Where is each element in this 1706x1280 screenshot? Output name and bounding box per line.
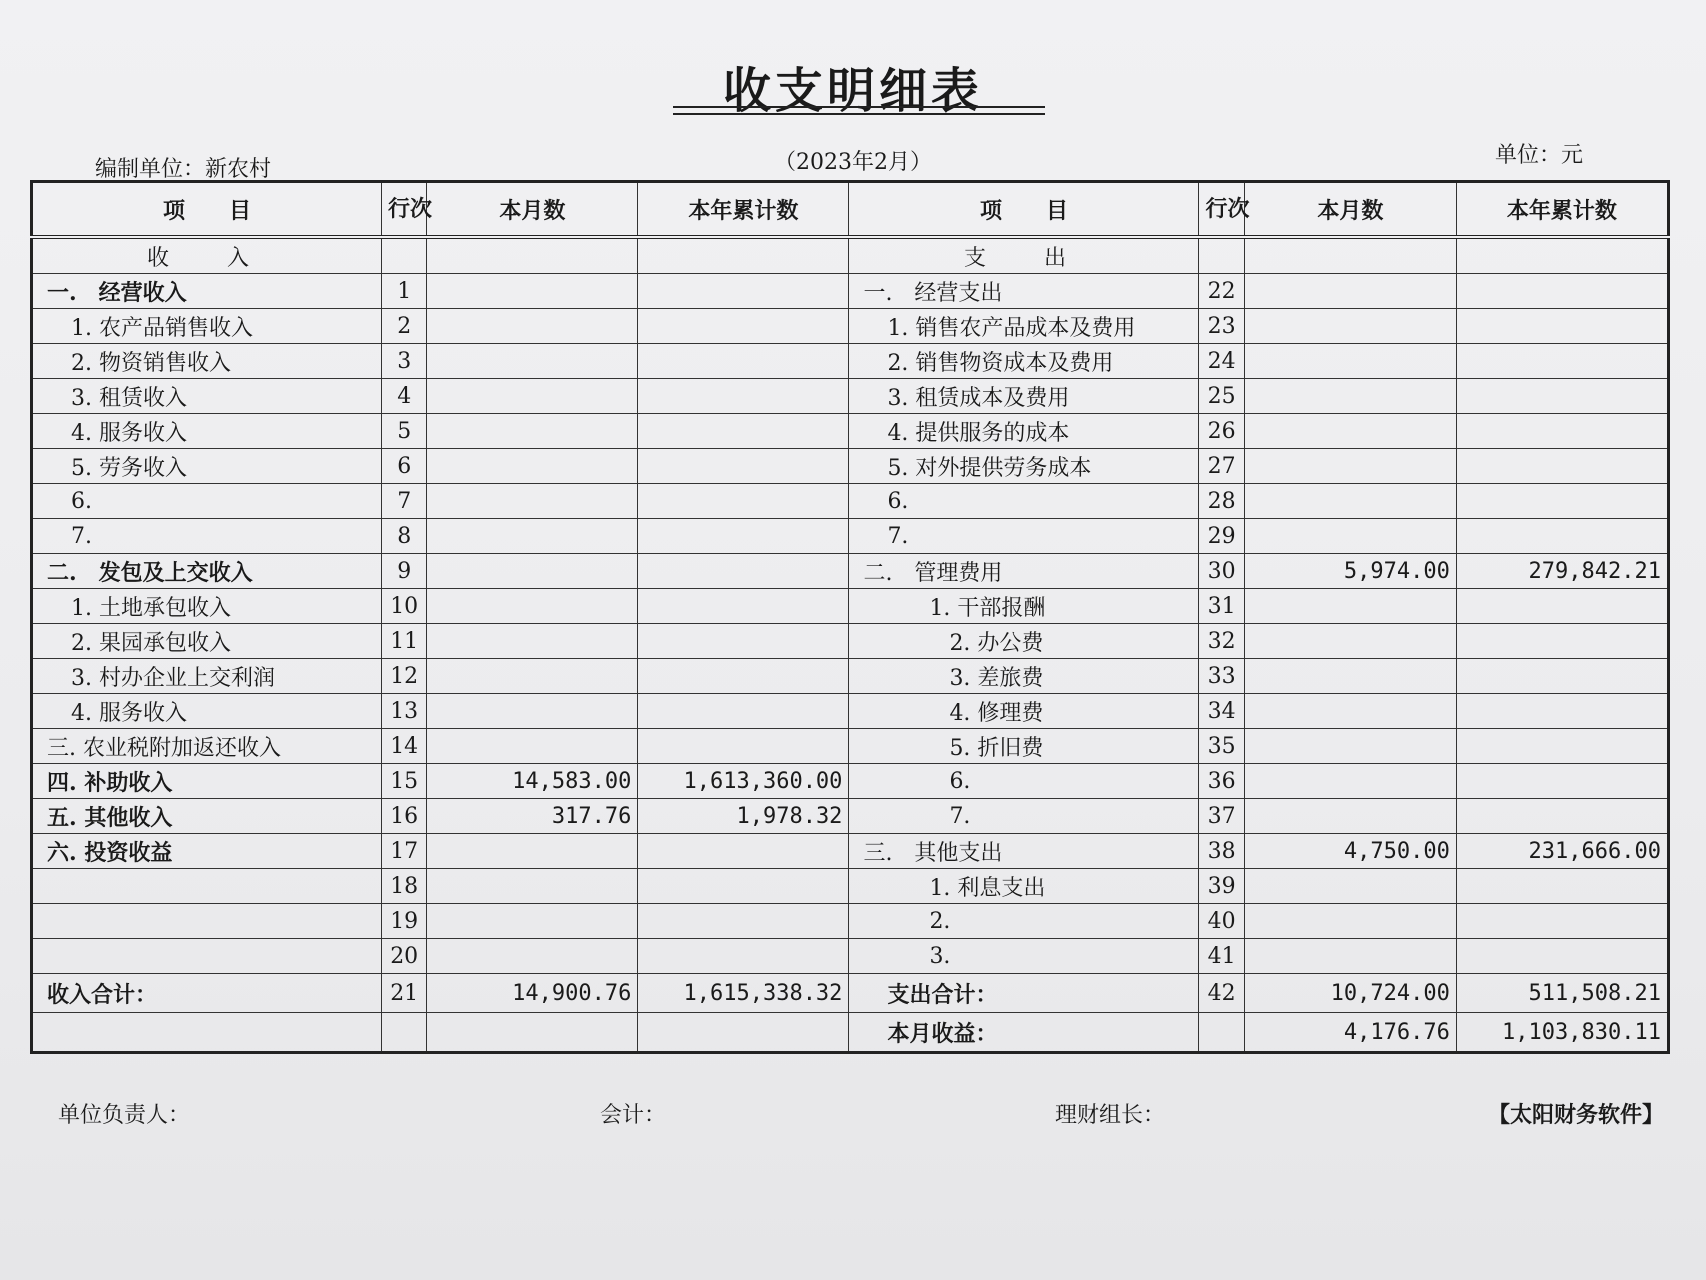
income-rowno: 5 xyxy=(382,414,427,449)
income-rowno: 4 xyxy=(382,379,427,414)
table-row xyxy=(32,939,1669,974)
expense-rowno: 25 xyxy=(1199,379,1244,414)
expense-ytd-value xyxy=(1456,904,1668,939)
expense-ytd-value xyxy=(1456,799,1668,834)
income-month-value xyxy=(427,449,638,484)
income-month-value xyxy=(427,379,638,414)
profit-ytd: 1,103,830.11 xyxy=(1456,1013,1668,1053)
income-ytd-value xyxy=(638,274,849,309)
income-total-rowno: 21 xyxy=(382,974,427,1013)
period-label: （2023年2月） xyxy=(774,150,932,175)
expense-total-ytd: 511,508.21 xyxy=(1456,974,1668,1013)
expense-item-label: 5. 折旧费 xyxy=(849,729,1199,764)
empty-cell xyxy=(638,1013,849,1053)
expense-month-value xyxy=(1244,589,1456,624)
income-ytd-value xyxy=(638,694,849,729)
table-row xyxy=(32,764,1669,799)
income-month-value xyxy=(427,834,638,869)
income-item-label xyxy=(32,939,382,974)
empty-cell xyxy=(1456,237,1668,274)
table-row xyxy=(32,414,1669,449)
income-month-value xyxy=(427,519,638,554)
income-month-value xyxy=(427,589,638,624)
accountant-signature-label: 会计： xyxy=(600,1103,667,1128)
expense-rowno: 34 xyxy=(1199,694,1244,729)
expense-month-value xyxy=(1244,729,1456,764)
header-item-left: 项 目 xyxy=(32,182,382,238)
income-rowno: 7 xyxy=(382,484,427,519)
income-month-value xyxy=(427,624,638,659)
expense-month-value xyxy=(1244,309,1456,344)
income-rowno: 20 xyxy=(382,939,427,974)
empty-cell xyxy=(1199,1013,1244,1053)
expense-rowno: 41 xyxy=(1199,939,1244,974)
expense-item-label: 5. 对外提供劳务成本 xyxy=(849,449,1199,484)
software-brand-label: 【太阳财务软件】 xyxy=(1488,1102,1665,1128)
expense-item-label: 2. xyxy=(849,904,1199,939)
income-section-label: 收 入 xyxy=(32,237,382,274)
table-row xyxy=(32,694,1669,729)
income-month-value xyxy=(427,344,638,379)
income-month-value xyxy=(427,659,638,694)
organization-label: 编制单位：新农村 xyxy=(95,157,272,182)
expense-item-label: 6. xyxy=(849,484,1199,519)
header-rowno-left: 行次 xyxy=(382,182,427,238)
income-ytd-value xyxy=(638,379,849,414)
income-month-value xyxy=(427,694,638,729)
income-item-label: 1. 农产品销售收入 xyxy=(32,309,382,344)
expense-rowno: 32 xyxy=(1199,624,1244,659)
income-rowno: 1 xyxy=(382,274,427,309)
income-expense-table xyxy=(30,180,1670,1054)
table-row xyxy=(32,274,1669,309)
table-row xyxy=(32,834,1669,869)
income-ytd-value xyxy=(638,344,849,379)
total-row xyxy=(32,974,1669,1013)
table-row xyxy=(32,589,1669,624)
income-ytd-value: 1,978.32 xyxy=(638,799,849,834)
title-underline xyxy=(673,106,1045,115)
income-item-label xyxy=(32,869,382,904)
income-rowno: 3 xyxy=(382,344,427,379)
income-rowno: 12 xyxy=(382,659,427,694)
income-item-label: 1. 土地承包收入 xyxy=(32,589,382,624)
table-header-row xyxy=(32,182,1669,238)
expense-month-value xyxy=(1244,659,1456,694)
expense-rowno: 36 xyxy=(1199,764,1244,799)
income-ytd-value xyxy=(638,869,849,904)
expense-item-label: 3. 租赁成本及费用 xyxy=(849,379,1199,414)
profit-month: 4,176.76 xyxy=(1244,1013,1456,1053)
table-row xyxy=(32,904,1669,939)
income-ytd-value xyxy=(638,484,849,519)
empty-cell xyxy=(32,1013,382,1053)
income-ytd-value xyxy=(638,449,849,484)
expense-ytd-value xyxy=(1456,869,1668,904)
expense-ytd-value xyxy=(1456,519,1668,554)
income-item-label: 二. 发包及上交收入 xyxy=(32,554,382,589)
income-month-value xyxy=(427,484,638,519)
income-rowno: 14 xyxy=(382,729,427,764)
expense-rowno: 30 xyxy=(1199,554,1244,589)
expense-month-value xyxy=(1244,484,1456,519)
income-ytd-value xyxy=(638,659,849,694)
section-row xyxy=(32,237,1669,274)
expense-ytd-value xyxy=(1456,589,1668,624)
expense-month-value xyxy=(1244,939,1456,974)
income-item-label xyxy=(32,904,382,939)
expense-month-value xyxy=(1244,904,1456,939)
expense-section-label: 支 出 xyxy=(849,237,1199,274)
expense-rowno: 24 xyxy=(1199,344,1244,379)
income-rowno: 13 xyxy=(382,694,427,729)
expense-ytd-value: 231,666.00 xyxy=(1456,834,1668,869)
income-ytd-value xyxy=(638,624,849,659)
empty-cell xyxy=(427,1013,638,1053)
expense-month-value xyxy=(1244,869,1456,904)
expense-month-value xyxy=(1244,694,1456,729)
income-rowno: 8 xyxy=(382,519,427,554)
expense-item-label: 1. 销售农产品成本及费用 xyxy=(849,309,1199,344)
table-row xyxy=(32,624,1669,659)
income-month-value xyxy=(427,414,638,449)
income-ytd-value xyxy=(638,939,849,974)
expense-ytd-value xyxy=(1456,729,1668,764)
expense-item-label: 6. xyxy=(849,764,1199,799)
empty-cell xyxy=(382,237,427,274)
empty-cell xyxy=(1244,237,1456,274)
income-item-label: 6. xyxy=(32,484,382,519)
expense-item-label: 三. 其他支出 xyxy=(849,834,1199,869)
income-month-value xyxy=(427,274,638,309)
income-ytd-value xyxy=(638,589,849,624)
table-row xyxy=(32,519,1669,554)
profit-row xyxy=(32,1013,1669,1053)
income-rowno: 18 xyxy=(382,869,427,904)
income-rowno: 15 xyxy=(382,764,427,799)
expense-ytd-value xyxy=(1456,379,1668,414)
expense-ytd-value xyxy=(1456,939,1668,974)
income-month-value xyxy=(427,939,638,974)
income-rowno: 17 xyxy=(382,834,427,869)
income-item-label: 4. 服务收入 xyxy=(32,694,382,729)
income-ytd-value xyxy=(638,904,849,939)
expense-item-label: 2. 办公费 xyxy=(849,624,1199,659)
income-rowno: 16 xyxy=(382,799,427,834)
income-item-label: 4. 服务收入 xyxy=(32,414,382,449)
expense-item-label: 7. xyxy=(849,799,1199,834)
table-row xyxy=(32,799,1669,834)
income-rowno: 9 xyxy=(382,554,427,589)
expense-rowno: 23 xyxy=(1199,309,1244,344)
header-rowno-right: 行次 xyxy=(1199,182,1244,238)
expense-rowno: 33 xyxy=(1199,659,1244,694)
income-item-label: 2. 果园承包收入 xyxy=(32,624,382,659)
income-total-month: 14,900.76 xyxy=(427,974,638,1013)
income-total-label: 收入合计： xyxy=(32,974,382,1013)
income-rowno: 10 xyxy=(382,589,427,624)
expense-month-value xyxy=(1244,449,1456,484)
income-item-label: 六. 投资收益 xyxy=(32,834,382,869)
table-row xyxy=(32,869,1669,904)
expense-rowno: 29 xyxy=(1199,519,1244,554)
table-row xyxy=(32,449,1669,484)
expense-item-label: 4. 修理费 xyxy=(849,694,1199,729)
expense-item-label: 4. 提供服务的成本 xyxy=(849,414,1199,449)
expense-month-value xyxy=(1244,799,1456,834)
empty-cell xyxy=(638,237,849,274)
income-month-value xyxy=(427,309,638,344)
header-month-right: 本月数 xyxy=(1244,182,1456,238)
income-ytd-value xyxy=(638,554,849,589)
expense-total-month: 10,724.00 xyxy=(1244,974,1456,1013)
expense-month-value xyxy=(1244,519,1456,554)
expense-rowno: 28 xyxy=(1199,484,1244,519)
income-rowno: 11 xyxy=(382,624,427,659)
expense-ytd-value: 279,842.21 xyxy=(1456,554,1668,589)
expense-ytd-value xyxy=(1456,274,1668,309)
expense-rowno: 39 xyxy=(1199,869,1244,904)
income-item-label: 三. 农业税附加返还收入 xyxy=(32,729,382,764)
expense-ytd-value xyxy=(1456,344,1668,379)
table-row xyxy=(32,484,1669,519)
expense-ytd-value xyxy=(1456,484,1668,519)
income-total-ytd: 1,615,338.32 xyxy=(638,974,849,1013)
expense-month-value xyxy=(1244,414,1456,449)
expense-item-label: 7. xyxy=(849,519,1199,554)
expense-rowno: 22 xyxy=(1199,274,1244,309)
expense-ytd-value xyxy=(1456,694,1668,729)
expense-month-value: 4,750.00 xyxy=(1244,834,1456,869)
expense-item-label: 3. xyxy=(849,939,1199,974)
expense-ytd-value xyxy=(1456,624,1668,659)
empty-cell xyxy=(427,237,638,274)
expense-rowno: 38 xyxy=(1199,834,1244,869)
expense-item-label: 2. 销售物资成本及费用 xyxy=(849,344,1199,379)
expense-rowno: 27 xyxy=(1199,449,1244,484)
expense-month-value xyxy=(1244,274,1456,309)
income-month-value: 317.76 xyxy=(427,799,638,834)
page-title: 收支明细表 xyxy=(722,63,983,119)
expense-rowno: 26 xyxy=(1199,414,1244,449)
expense-rowno: 35 xyxy=(1199,729,1244,764)
income-item-label: 一. 经营收入 xyxy=(32,274,382,309)
empty-cell xyxy=(382,1013,427,1053)
income-month-value xyxy=(427,554,638,589)
expense-month-value xyxy=(1244,624,1456,659)
income-item-label: 2. 物资销售收入 xyxy=(32,344,382,379)
income-ytd-value xyxy=(638,729,849,764)
table-row xyxy=(32,379,1669,414)
income-month-value xyxy=(427,869,638,904)
expense-item-label: 1. 利息支出 xyxy=(849,869,1199,904)
expense-month-value: 5,974.00 xyxy=(1244,554,1456,589)
income-item-label: 7. xyxy=(32,519,382,554)
expense-rowno: 37 xyxy=(1199,799,1244,834)
expense-total-label: 支出合计： xyxy=(849,974,1199,1013)
unit-label: 单位：元 xyxy=(1495,143,1584,168)
header-month-left: 本月数 xyxy=(427,182,638,238)
income-rowno: 6 xyxy=(382,449,427,484)
table-row xyxy=(32,659,1669,694)
header-ytd-left: 本年累计数 xyxy=(638,182,849,238)
expense-ytd-value xyxy=(1456,309,1668,344)
header-ytd-right: 本年累计数 xyxy=(1456,182,1668,238)
expense-item-label: 1. 干部报酬 xyxy=(849,589,1199,624)
table-row xyxy=(32,554,1669,589)
expense-ytd-value xyxy=(1456,764,1668,799)
finance-leader-signature-label: 理财组长： xyxy=(1055,1103,1166,1128)
expense-rowno: 31 xyxy=(1199,589,1244,624)
expense-ytd-value xyxy=(1456,414,1668,449)
expense-month-value xyxy=(1244,764,1456,799)
income-item-label: 四. 补助收入 xyxy=(32,764,382,799)
expense-item-label: 一. 经营支出 xyxy=(849,274,1199,309)
income-rowno: 19 xyxy=(382,904,427,939)
expense-month-value xyxy=(1244,379,1456,414)
expense-ytd-value xyxy=(1456,449,1668,484)
income-ytd-value xyxy=(638,414,849,449)
income-ytd-value xyxy=(638,834,849,869)
table-row xyxy=(32,344,1669,379)
expense-total-rowno: 42 xyxy=(1199,974,1244,1013)
profit-label: 本月收益： xyxy=(849,1013,1199,1053)
expense-month-value xyxy=(1244,344,1456,379)
table-row xyxy=(32,309,1669,344)
expense-item-label: 3. 差旅费 xyxy=(849,659,1199,694)
empty-cell xyxy=(1199,237,1244,274)
income-month-value xyxy=(427,904,638,939)
income-ytd-value xyxy=(638,309,849,344)
expense-ytd-value xyxy=(1456,659,1668,694)
unit-head-signature-label: 单位负责人： xyxy=(58,1103,191,1128)
income-item-label: 5. 劳务收入 xyxy=(32,449,382,484)
header-item-right: 项 目 xyxy=(849,182,1199,238)
income-month-value xyxy=(427,729,638,764)
income-item-label: 五. 其他收入 xyxy=(32,799,382,834)
income-ytd-value xyxy=(638,519,849,554)
income-month-value: 14,583.00 xyxy=(427,764,638,799)
income-item-label: 3. 村办企业上交利润 xyxy=(32,659,382,694)
income-item-label: 3. 租赁收入 xyxy=(32,379,382,414)
expense-item-label: 二. 管理费用 xyxy=(849,554,1199,589)
income-ytd-value: 1,613,360.00 xyxy=(638,764,849,799)
expense-rowno: 40 xyxy=(1199,904,1244,939)
income-rowno: 2 xyxy=(382,309,427,344)
table-row xyxy=(32,729,1669,764)
